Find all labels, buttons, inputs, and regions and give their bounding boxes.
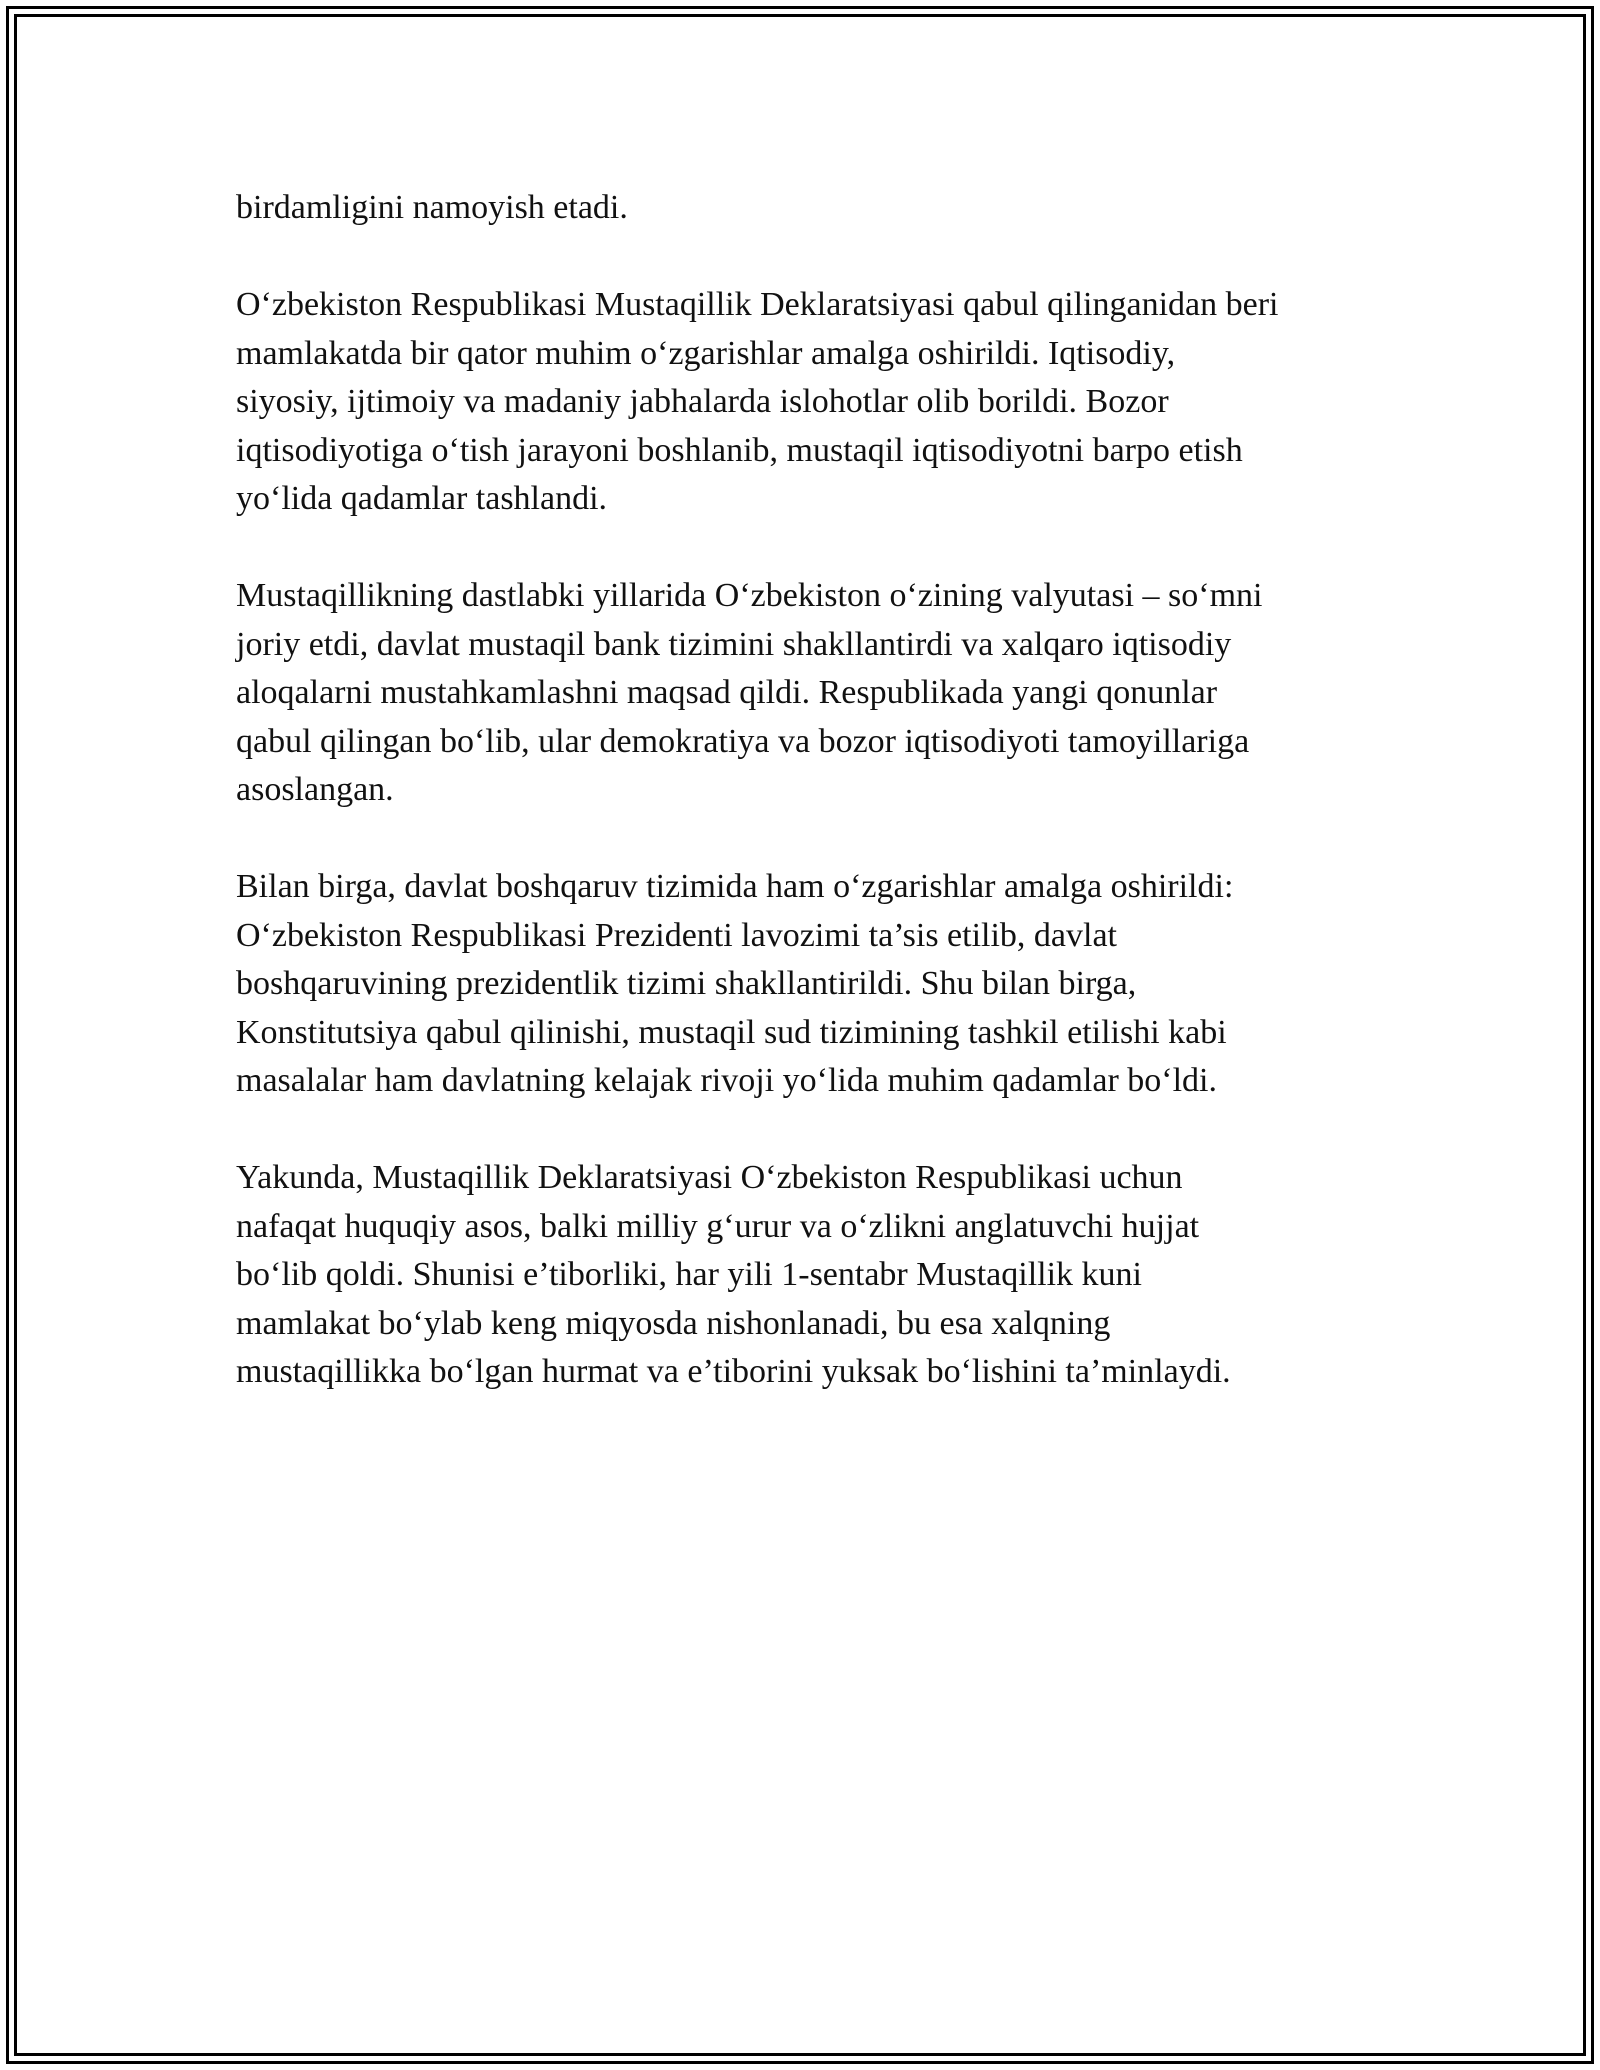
paragraph: Mustaqillikning dastlabki yillarida O‘zbekiston o‘zining valyutasi – so‘mni joriy etdi, davlat mustaqil bank tizimini shakllantirdi va xalqaro iqtisodiy aloqalarni mustahkamlashni maqsad qildi. Respublikada yangi qonunlar qabul qilingan bo‘lib, ular demokratiya va bozor iqtisodiyoti tamoyillariga asoslangan.: [236, 577, 1263, 808]
paragraph: Bilan birga, davlat boshqaruv tizimida ham o‘zgarishlar amalga oshirildi: O‘zbekiston Respublikasi Prezidenti lavozimi ta’sis etilib, davlat boshqaruvining prezidentlik tizimi shakllantirildi. Shu bilan birga, Konstitutsiya qabul qilinishi, mustaqil sud tizimining tashkil etilishi kabi masalalar ham davlatning kelajak rivoji yo‘lida muhim qadamlar bo‘ldi.: [236, 868, 1234, 1099]
document-body: [236, 184, 1386, 1445]
paragraph: O‘zbekiston Respublikasi Mustaqillik Deklaratsiyasi qabul qilinganidan beri mamlakatda bir qator muhim o‘zgarishlar amalga oshirildi. Iqtisodiy, siyosiy, ijtimoiy va madaniy jabhalarda islohotlar olib borildi. Bozor iqtisodiyotiga o‘tish jarayoni boshlanib, mustaqil iqtisodiyotni barpo etish yo‘lida qadamlar tashlandi.: [236, 286, 1279, 517]
paragraph: birdamligini namoyish etadi.: [236, 189, 628, 226]
paragraph: Yakunda, Mustaqillik Deklaratsiyasi O‘zbekiston Respublikasi uchun nafaqat huquqiy asos, balki milliy g‘urur va o‘zlikni anglatuvchi hujjat bo‘lib qoldi. Shunisi e’tiborliki, har yili 1-sentabr Mustaqillik kuni mamlakat bo‘ylab keng miqyosda nishonlanadi, bu esa xalqning mustaqillikka bo‘lgan hurmat va e’tiborini yuksak bo‘lishini ta’minlaydi.: [236, 1159, 1231, 1390]
